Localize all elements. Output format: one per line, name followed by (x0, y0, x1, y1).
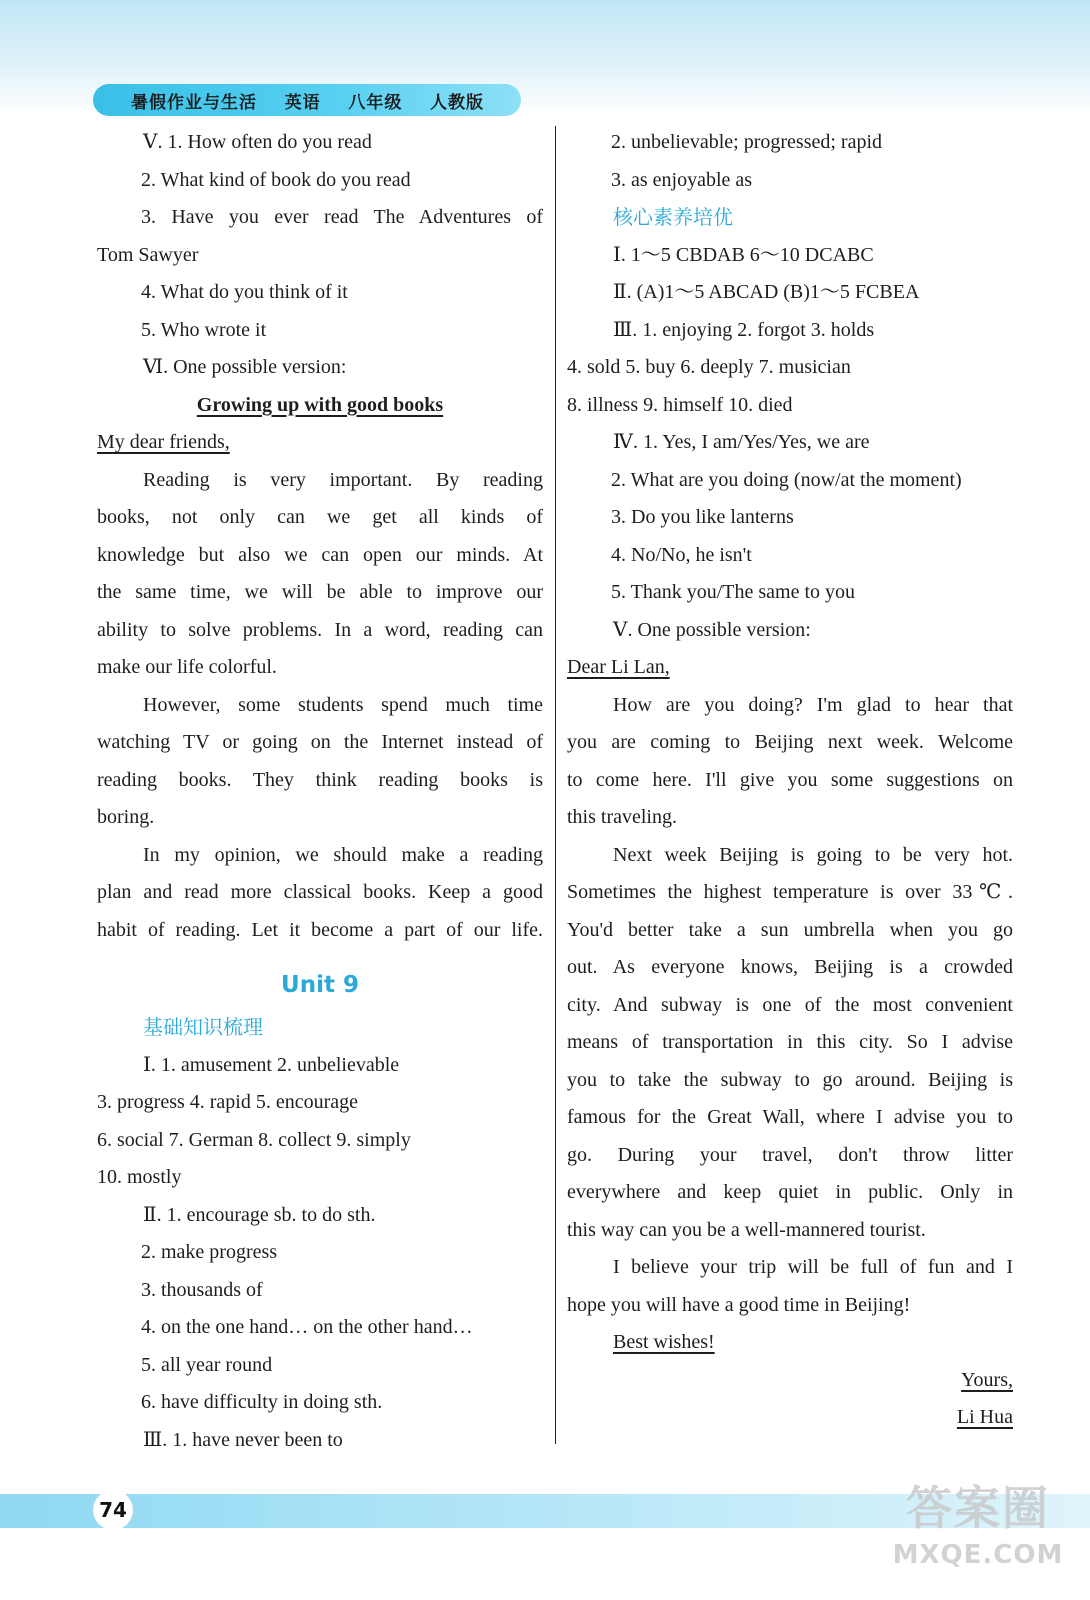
text-line: Next week Beijing is going to be very hot. (613, 843, 1013, 866)
text-line: everywhere and keep quiet in public. Only in (567, 1181, 1013, 1203)
underlined-text: My dear friends, (97, 431, 230, 453)
text-line: Ⅱ. (A)1～5 ABCAD (B)1～5 FCBEA (613, 281, 920, 303)
text-line (567, 1399, 1013, 1437)
text-line: 3. as enjoyable as (611, 168, 753, 191)
text-line: go. During your travel, don't throw litter (567, 1143, 1013, 1166)
text-line: to come here. I'll give you some suggestions on (567, 768, 1013, 791)
text-line: Ⅵ. One possible version: (143, 356, 347, 378)
text-line: 3. Have you ever read The Adventures of (141, 206, 543, 228)
text-line: 10. mostly (97, 1166, 182, 1188)
text-line: means of transportation in this city. So I advise (567, 1031, 1013, 1053)
text-line: 5. all year round (141, 1353, 273, 1376)
text-line (567, 1324, 1013, 1362)
text-line: 2. What are you doing (now/at the moment) (611, 468, 962, 491)
text-line: Ⅴ. One possible version: (613, 618, 811, 641)
text-line: 6. social 7. German 8. collect 9. simply (97, 1128, 411, 1151)
underlined-text: Li Hua (956, 1406, 1013, 1428)
left-column (97, 124, 543, 1459)
text-line: 5. Thank you/The same to you (611, 581, 856, 603)
watermark-logo-text: 答案圈 (906, 1481, 1050, 1535)
essay-title (97, 387, 543, 425)
text-line: city. And subway is one of the most convenient (567, 993, 1013, 1016)
underlined-text: Best wishes! (613, 1331, 715, 1353)
text-line: out. As everyone knows, Beijing is a crowded (567, 956, 1013, 978)
text-line: 4. on the one hand… on the other hand… (141, 1316, 473, 1338)
text-line: 6. have difficulty in doing sth. (141, 1391, 383, 1413)
text-line: I believe your trip will be full of fun and I (613, 1256, 1013, 1278)
text-line: Ⅲ. 1. have never been to (143, 1428, 343, 1451)
column-divider (555, 126, 556, 1444)
right-column (567, 124, 1013, 1437)
text-line: Tom Sawyer (97, 243, 199, 266)
text-line (567, 649, 1013, 687)
text-line: the same time, we will be able to improve our (97, 581, 543, 603)
text-line: In my opinion, we should make a reading (143, 843, 543, 866)
text-line: 4. sold 5. buy 6. deeply 7. musician (567, 356, 851, 378)
text-line: 8. illness 9. himself 10. died (567, 393, 793, 416)
watermark-url: MXQE.COM (892, 1540, 1064, 1570)
text-line: watching TV or going on the Internet instead of (97, 731, 543, 753)
header-banner: 暑假作业与生活 英语 八年级 人教版 (93, 84, 521, 116)
text-line: 3. Do you like lanterns (611, 506, 794, 528)
text-line: boring. (97, 806, 155, 828)
text-line: famous for the Great Wall, where I advise you to (567, 1106, 1013, 1128)
text-line: knowledge but also we can open our minds. At (97, 543, 543, 566)
watermark (888, 1478, 1068, 1588)
text-line: 2. unbelievable; progressed; rapid (611, 131, 883, 153)
text-line: How are you doing? I'm glad to hear that (613, 693, 1013, 716)
text-line: 3. thousands of (141, 1278, 263, 1301)
text-line: you to take the subway to go around. Beijing is (567, 1068, 1013, 1091)
text-line: 3. progress 4. rapid 5. encourage (97, 1091, 359, 1113)
text-line: 5. Who wrote it (141, 318, 267, 341)
underlined-text: Yours, (961, 1368, 1013, 1391)
page-number: 74 (93, 1490, 133, 1530)
underlined-text: Dear Li Lan, (567, 656, 670, 678)
text-line: Ⅰ. 1. amusement 2. unbelievable (143, 1053, 400, 1076)
text-line: Ⅰ. 1～5 CBDAB 6～10 DCABC (613, 243, 874, 266)
text-line: you are coming to Beijing next week. Welcome (567, 731, 1013, 753)
text-line: reading books. They think reading books is (97, 768, 543, 791)
section-heading: 基础知识梳理 (143, 1015, 263, 1039)
essay-title-text: Growing up with good books (196, 393, 444, 416)
text-line: this traveling. (567, 806, 677, 828)
text-line: ability to solve problems. In a word, reading can (97, 618, 543, 641)
text-line: Ⅲ. 1. enjoying 2. forgot 3. holds (613, 318, 875, 341)
text-line: habit of reading. Let it become a part of our life. (97, 918, 543, 941)
text-line: plan and read more classical books. Keep a good (97, 881, 543, 903)
unit-heading: Unit 9 (281, 972, 359, 998)
text-line: hope you will have a good time in Beijing! (567, 1293, 911, 1316)
text-line: 4. No/No, he isn't (611, 543, 752, 566)
text-line: Ⅴ. 1. How often do you read (143, 131, 372, 153)
text-line: 2. What kind of book do you read (141, 168, 411, 191)
section-heading: 核心素养培优 (613, 205, 733, 229)
text-line: 4. What do you think of it (141, 281, 348, 303)
text-line: You'd better take a sun umbrella when you go (567, 918, 1013, 941)
text-line: make our life colorful. (97, 656, 277, 678)
text-line: Ⅳ. 1. Yes, I am/Yes/Yes, we are (613, 431, 870, 453)
text-line: 2. make progress (141, 1241, 278, 1263)
text-line: However, some students spend much time (143, 693, 543, 716)
text-line (97, 424, 543, 462)
text-line (567, 1362, 1013, 1400)
text-line: Reading is very important. By reading (143, 468, 543, 491)
text-line: this way can you be a well-mannered tourist. (567, 1218, 926, 1241)
text-line: books, not only can we get all kinds of (97, 506, 543, 528)
text-line: Sometimes the highest temperature is over 33℃. (567, 881, 1013, 903)
text-line: Ⅱ. 1. encourage sb. to do sth. (143, 1203, 376, 1226)
